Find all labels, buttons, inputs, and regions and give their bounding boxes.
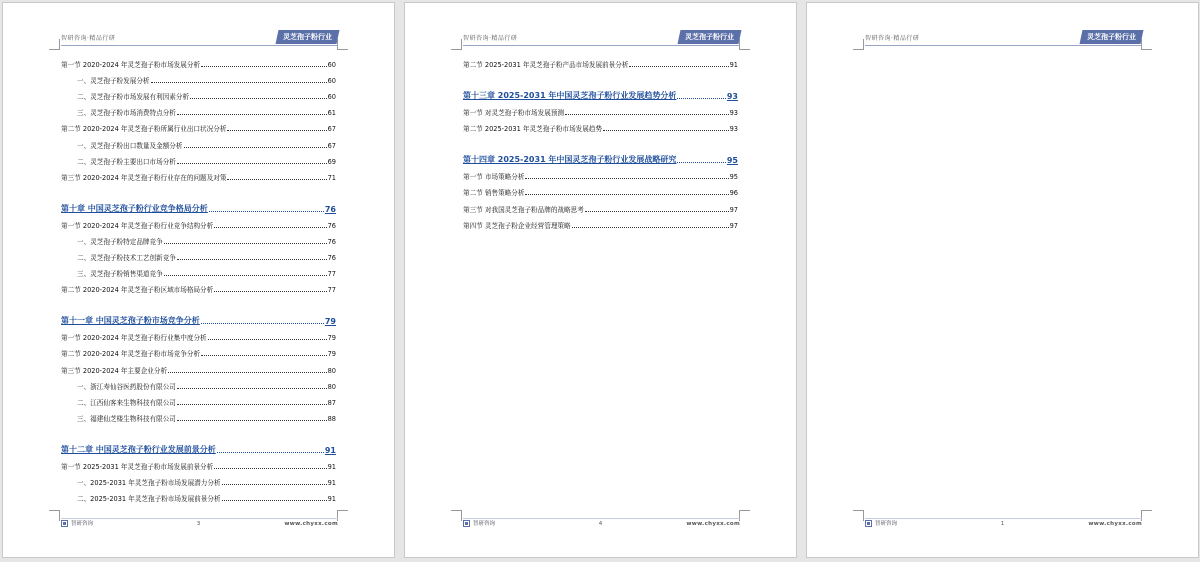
toc-entry-page: 96 [729,189,738,198]
toc-entry-page: 67 [327,125,336,134]
toc-leader-dots [201,66,327,67]
toc-entry-page: 91 [327,478,336,487]
toc-entry-page: 77 [327,286,336,295]
toc-entry[interactable] [61,487,336,503]
toc-entry-page: 76 [327,221,336,230]
toc-entry[interactable] [463,53,738,69]
toc-entry-page: 71 [327,173,336,182]
toc-entry-title: 一、浙江寿仙谷医药股份有限公司 [77,382,176,391]
toc-entry-page: 88 [327,414,336,423]
toc-entry-title: 第一节 2020-2024 年灵芝孢子粉市场发展分析 [61,61,201,70]
toc-entry[interactable] [61,246,336,262]
footer-rule [865,518,1142,519]
toc-entry-title: 三、灵芝孢子粉销售渠道竞争 [77,270,163,279]
toc-entry-page: 93 [729,109,738,118]
toc-entry-title: 三、灵芝孢子粉市场消费特点分析 [77,109,176,118]
toc-entry-title: 二、2025-2031 年灵芝孢子粉市场发展前景分析 [77,495,221,504]
toc-entry[interactable] [61,407,336,423]
toc-entry-title: 第二节 2020-2024 年灵芝孢子粉所属行业出口状况分析 [61,125,227,134]
header-left-text: 智研咨询·精品行研 [865,35,920,42]
toc-entry-title: 第三节 对我国灵芝孢子粉品牌的战略思考 [463,205,584,214]
toc-entry[interactable] [61,101,336,117]
toc-leader-dots [177,404,327,405]
page-number: 1 [1000,521,1005,527]
toc-chapter-entry[interactable] [463,79,738,101]
toc-entry-title: 第十章 中国灵芝孢子粉行业竞争格局分析 [61,203,208,213]
toc-leader-dots [177,163,327,164]
toc-entry-title: 第二节 2020-2024 年灵芝孢子粉市场竞争分析 [61,350,201,359]
toc-leader-dots [214,227,326,228]
toc-leader-dots [168,372,327,373]
page-number: 3 [196,521,201,527]
toc-entry-page: 80 [327,382,336,391]
toc-entry-page: 67 [327,141,336,150]
toc-leader-dots [208,339,327,340]
toc-leader-dots [585,211,729,212]
toc-leader-dots [184,147,327,148]
header-badge [678,30,742,44]
toc-entry[interactable] [61,69,336,85]
toc-entry-title: 第十三章 2025-2031 年中国灵芝孢子粉行业发展趋势分析 [463,91,677,101]
toc-entry[interactable] [61,150,336,166]
footer-url: www.chyxx.com [1088,521,1142,527]
toc-leader-dots [222,484,327,485]
crop-mark [1141,39,1152,50]
toc-entry-page: 60 [327,93,336,102]
toc-leader-dots [151,82,327,83]
header-badge-label: 灵芝孢子粉行业 [1087,33,1136,41]
page-number: 4 [598,521,603,527]
toc-entry-title: 第二节 2025-2031 年灵芝孢子粉产品市场发展前景分析 [463,61,629,70]
toc-entry-title: 一、灵芝孢子粉出口数量及金额分析 [77,141,183,150]
toc-entry[interactable] [61,391,336,407]
footer-rule [463,518,740,519]
toc-leader-dots [190,98,327,99]
toc-entry-title: 二、灵芝孢子粉主要出口市场分析 [77,157,176,166]
crop-mark [739,510,750,521]
header-rule [865,45,1142,46]
toc-entry[interactable] [61,342,336,358]
crop-mark [49,39,60,50]
toc-entry-title: 第二节 2020-2024 年灵芝孢子粉区域市场格局分析 [61,286,214,295]
toc-entry[interactable] [61,326,336,342]
toc-entry-page: 76 [327,254,336,263]
toc-entry-page: 79 [324,317,336,327]
header-rule [463,45,740,46]
toc-entry-title: 二、灵芝孢子粉市场发展有利因素分析 [77,93,190,102]
toc-entry-page: 79 [327,334,336,343]
toc-leader-dots [227,130,326,131]
toc-entry-page: 69 [327,157,336,166]
footer-rule [61,518,338,519]
footer-url: www.chyxx.com [686,521,740,527]
header-badge [276,30,340,44]
toc-entry[interactable] [463,197,738,213]
toc-entry-title: 第一节 对灵芝孢子粉市场发展预测 [463,109,565,118]
page-blank [806,2,1199,558]
toc-entry[interactable] [61,166,336,182]
toc-entry[interactable] [463,117,738,133]
toc-entry[interactable] [61,455,336,471]
toc-chapter-entry[interactable] [61,192,336,214]
toc-entry-page: 93 [726,92,738,102]
toc-entry[interactable] [61,133,336,149]
toc-list [61,53,336,503]
header-badge-label: 灵芝孢子粉行业 [685,33,734,41]
footer-logo-text: 智研咨询 [71,521,94,527]
toc-entry-title: 第一节 2020-2024 年灵芝孢子粉行业竞争结构分析 [61,221,214,230]
crop-mark [451,39,462,50]
toc-entry-page: 95 [729,173,738,182]
toc-entry[interactable] [463,214,738,230]
toc-leader-dots [177,420,327,421]
toc-entry-page: 60 [327,61,336,70]
toc-entry[interactable] [463,181,738,197]
toc-entry-title: 一、灵芝孢子粉特定品牌竞争 [77,237,163,246]
toc-entry-title: 三、福建仙芝楼生物科技有限公司 [77,414,176,423]
toc-entry[interactable] [463,165,738,181]
toc-entry[interactable] [61,85,336,101]
toc-entry-page: 91 [327,462,336,471]
toc-entry-title: 第三节 2020-2024 年灵芝孢子粉行业存在的问题及对策 [61,173,227,182]
toc-chapter-entry[interactable] [61,433,336,455]
header-badge-label: 灵芝孢子粉行业 [283,33,332,41]
toc-entry[interactable] [61,230,336,246]
toc-leader-dots [177,114,327,115]
toc-leader-dots [572,227,729,228]
toc-entry-title: 第一节 2020-2024 年灵芝孢子粉行业集中度分析 [61,334,207,343]
toc-leader-dots [164,275,327,276]
crop-mark [853,510,864,521]
footer-logo-text: 智研咨询 [875,521,898,527]
toc-entry-page: 80 [327,366,336,375]
crop-mark [337,39,348,50]
toc-leader-dots [214,291,326,292]
toc-leader-dots [177,388,327,389]
footer-url: www.chyxx.com [284,521,338,527]
toc-entry-page: 95 [726,156,738,166]
crop-mark [49,510,60,521]
toc-leader-dots [201,323,324,324]
toc-entry[interactable] [61,471,336,487]
toc-leader-dots [222,500,327,501]
toc-leader-dots [629,66,728,67]
toc-entry[interactable] [61,358,336,374]
toc-entry[interactable] [61,278,336,294]
toc-leader-dots [227,179,326,180]
header-rule [61,45,338,46]
header-badge [1080,30,1144,44]
toc-entry-page: 93 [729,125,738,134]
toc-entry-page: 76 [327,237,336,246]
toc-entry-page: 87 [327,398,336,407]
toc-entry-title: 一、灵芝孢子粉发展分析 [77,77,150,86]
toc-entry-title: 第十二章 中国灵芝孢子粉行业发展前景分析 [61,444,216,454]
footer-logo-text: 智研咨询 [473,521,496,527]
toc-entry-title: 第十四章 2025-2031 年中国灵芝孢子粉行业发展战略研究 [463,155,677,165]
toc-entry-page: 91 [327,495,336,504]
toc-entry-title: 第一节 市场策略分析 [463,173,525,182]
toc-entry-page: 97 [729,221,738,230]
toc-leader-dots [565,114,729,115]
toc-chapter-entry[interactable] [61,304,336,326]
toc-entry[interactable] [61,214,336,230]
toc-leader-dots [603,130,729,131]
toc-entry-page: 91 [729,61,738,70]
header-left-text: 智研咨询·精品行研 [463,35,518,42]
crop-mark [1141,510,1152,521]
toc-leader-dots [201,355,327,356]
toc-leader-dots [209,211,324,212]
crop-mark [853,39,864,50]
toc-leader-dots [164,243,327,244]
toc-entry-title: 第三节 2020-2024 年主要企业分析 [61,366,168,375]
page-3 [2,2,395,558]
toc-entry-page: 97 [729,205,738,214]
toc-entry-title: 一、2025-2031 年灵芝孢子粉市场发展潜力分析 [77,478,221,487]
toc-entry[interactable] [463,101,738,117]
toc-entry-title: 第一节 2025-2031 年灵芝孢子粉市场发展前景分析 [61,462,214,471]
header-left-text: 智研咨询·精品行研 [61,35,116,42]
toc-entry-title: 第四节 灵芝孢子粉企业经营管理策略 [463,221,571,230]
toc-leader-dots [677,98,725,99]
toc-entry-page: 91 [324,445,336,455]
toc-entry-page: 79 [327,350,336,359]
toc-leader-dots [525,194,728,195]
crop-mark [451,510,462,521]
toc-list [463,53,738,230]
toc-leader-dots [214,468,326,469]
toc-leader-dots [177,259,327,260]
toc-entry-page: 77 [327,270,336,279]
toc-entry-title: 第二节 销售策略分析 [463,189,525,198]
toc-entry[interactable] [61,375,336,391]
toc-entry-page: 76 [324,204,336,214]
crop-mark [337,510,348,521]
toc-entry-title: 二、灵芝孢子粉技术工艺创新竞争 [77,254,176,263]
toc-entry-page: 61 [327,109,336,118]
toc-chapter-entry[interactable] [463,143,738,165]
toc-entry-page: 60 [327,77,336,86]
crop-mark [739,39,750,50]
toc-entry-title: 二、江西仙客来生物科技有限公司 [77,398,176,407]
toc-entry[interactable] [61,262,336,278]
toc-leader-dots [525,178,728,179]
toc-entry-title: 第二节 2025-2031 年灵芝孢子粉市场发展趋势 [463,125,603,134]
toc-leader-dots [677,162,725,163]
toc-entry[interactable] [61,117,336,133]
toc-entry[interactable] [61,53,336,69]
toc-leader-dots [217,452,324,453]
toc-entry-title: 第十一章 中国灵芝孢子粉市场竞争分析 [61,316,200,326]
page-4 [404,2,797,558]
